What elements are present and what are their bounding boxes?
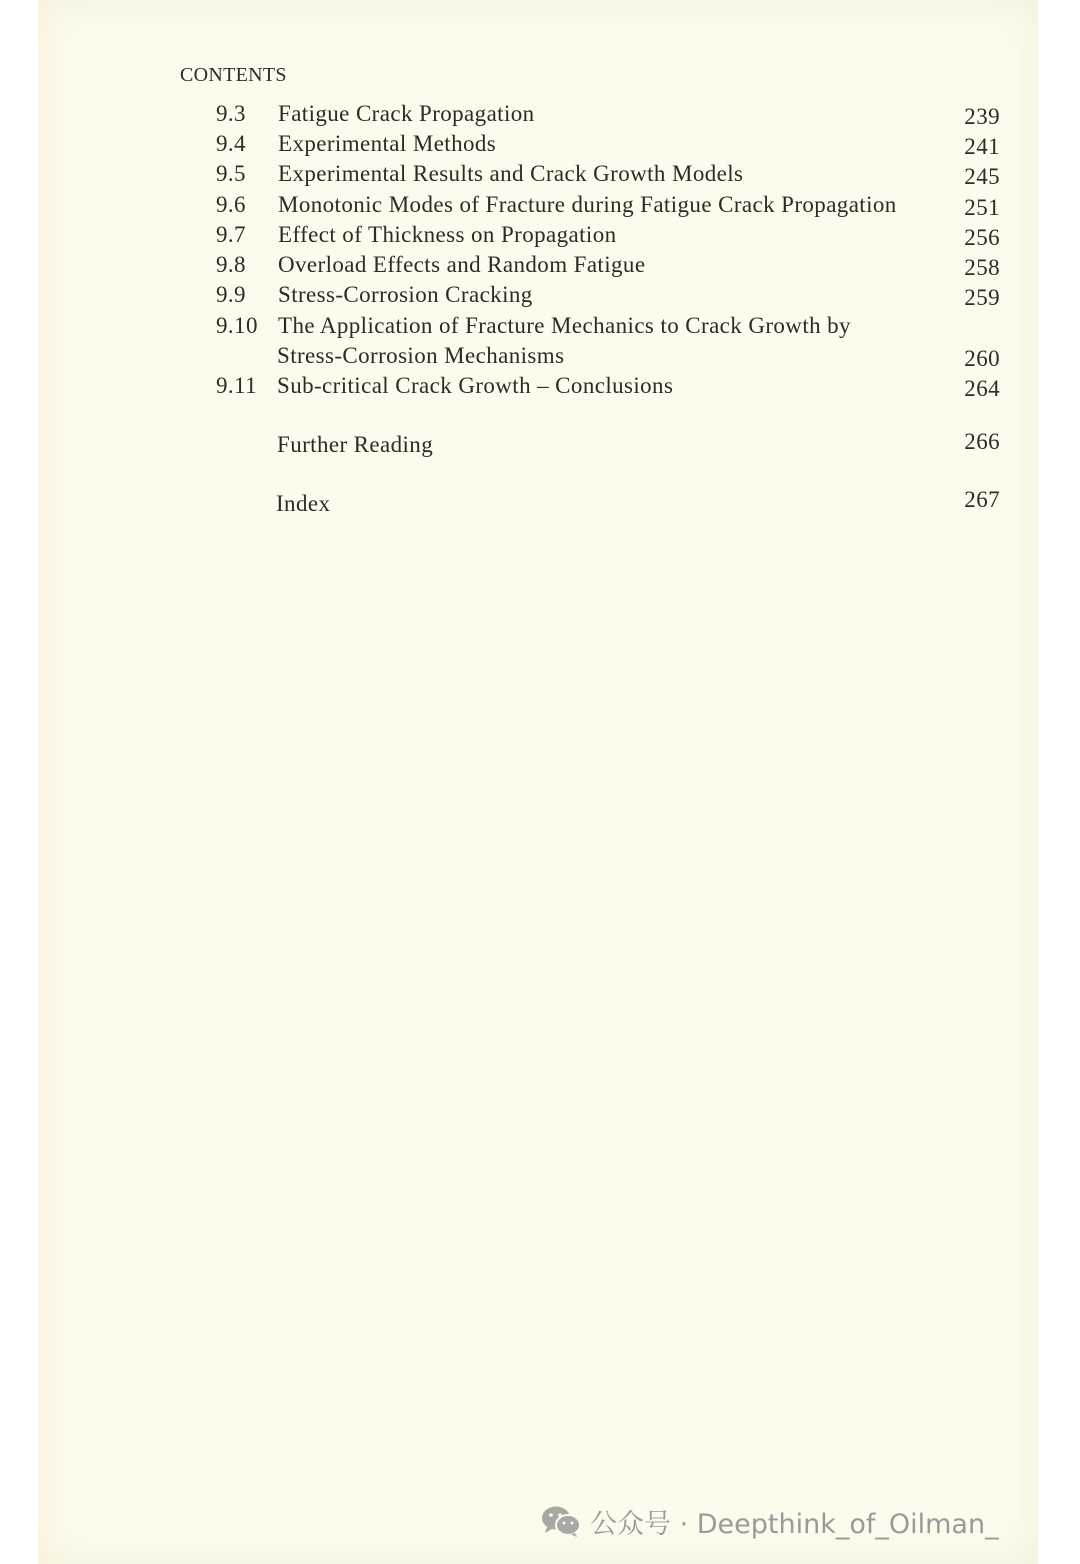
toc-entry-title: Fatigue Crack Propagation bbox=[278, 101, 535, 126]
toc-entry-title-continued: Stress-Corrosion Mechanisms bbox=[277, 343, 565, 368]
toc-entry-number: 9.8 bbox=[216, 252, 246, 277]
toc-entry-number: 9.9 bbox=[216, 282, 246, 307]
toc-entry-page: 260 bbox=[964, 346, 1000, 371]
toc-entry-page: 258 bbox=[964, 255, 1000, 280]
toc-entry-title: The Application of Fracture Mechanics to Crack Growth by bbox=[278, 313, 851, 338]
toc-entry-number: 9.4 bbox=[216, 131, 246, 156]
toc-entry-page: 266 bbox=[964, 429, 1000, 454]
toc-entry-9-4 bbox=[0, 131, 1080, 161]
toc-entry-title: Further Reading bbox=[277, 432, 434, 457]
toc-entry-page: 241 bbox=[964, 134, 1000, 159]
toc-entry-9-3 bbox=[0, 101, 1080, 131]
toc-entry-9-9 bbox=[0, 282, 1080, 312]
watermark bbox=[540, 1503, 999, 1539]
toc-entry-number: 9.10 bbox=[216, 313, 258, 338]
toc-entry-number: 9.3 bbox=[216, 101, 246, 126]
toc-entry-9-5 bbox=[0, 161, 1080, 191]
toc-entry-title: Stress-Corrosion Cracking bbox=[278, 282, 533, 307]
toc-entry-number: 9.6 bbox=[216, 192, 246, 217]
toc-entry-number: 9.11 bbox=[216, 373, 257, 398]
toc-entry-9-10 bbox=[0, 313, 1080, 373]
toc-entry-page: 264 bbox=[964, 376, 1000, 401]
toc-entry-index bbox=[0, 487, 1080, 521]
toc-entry-page: 251 bbox=[964, 195, 1000, 220]
toc-entry-9-6 bbox=[0, 192, 1080, 222]
toc-entry-page: 267 bbox=[964, 487, 1000, 512]
running-head: CONTENTS bbox=[180, 64, 287, 86]
toc-entry-page: 239 bbox=[964, 104, 1000, 129]
toc-entry-title: Sub-critical Crack Growth – Conclusions bbox=[277, 373, 674, 398]
toc-entry-page: 259 bbox=[964, 285, 1000, 310]
toc-entry-title: Monotonic Modes of Fracture during Fatigue Crack Propagation bbox=[278, 192, 897, 217]
toc-entry-title: Index bbox=[276, 491, 331, 516]
toc-entry-title: Effect of Thickness on Propagation bbox=[278, 222, 617, 247]
toc-entry-number: 9.7 bbox=[216, 222, 246, 247]
toc-entry-9-7 bbox=[0, 222, 1080, 252]
toc-entry-page: 245 bbox=[964, 164, 1000, 189]
toc-entry-9-8 bbox=[0, 252, 1080, 282]
toc-entry-title: Experimental Methods bbox=[278, 131, 497, 156]
watermark-text: 公众号 · Deepthink_of_Oilman_ bbox=[590, 1508, 999, 1540]
toc-entry-title: Overload Effects and Random Fatigue bbox=[278, 252, 646, 277]
toc-entry-title: Experimental Results and Crack Growth Models bbox=[278, 161, 744, 186]
toc-entry-number: 9.5 bbox=[216, 161, 246, 186]
table-of-contents bbox=[0, 0, 1080, 560]
toc-entry-9-11 bbox=[0, 373, 1080, 403]
toc-entry-page: 256 bbox=[964, 225, 1000, 250]
toc-entry-further-reading bbox=[0, 429, 1080, 462]
wechat-icon bbox=[540, 1504, 582, 1538]
